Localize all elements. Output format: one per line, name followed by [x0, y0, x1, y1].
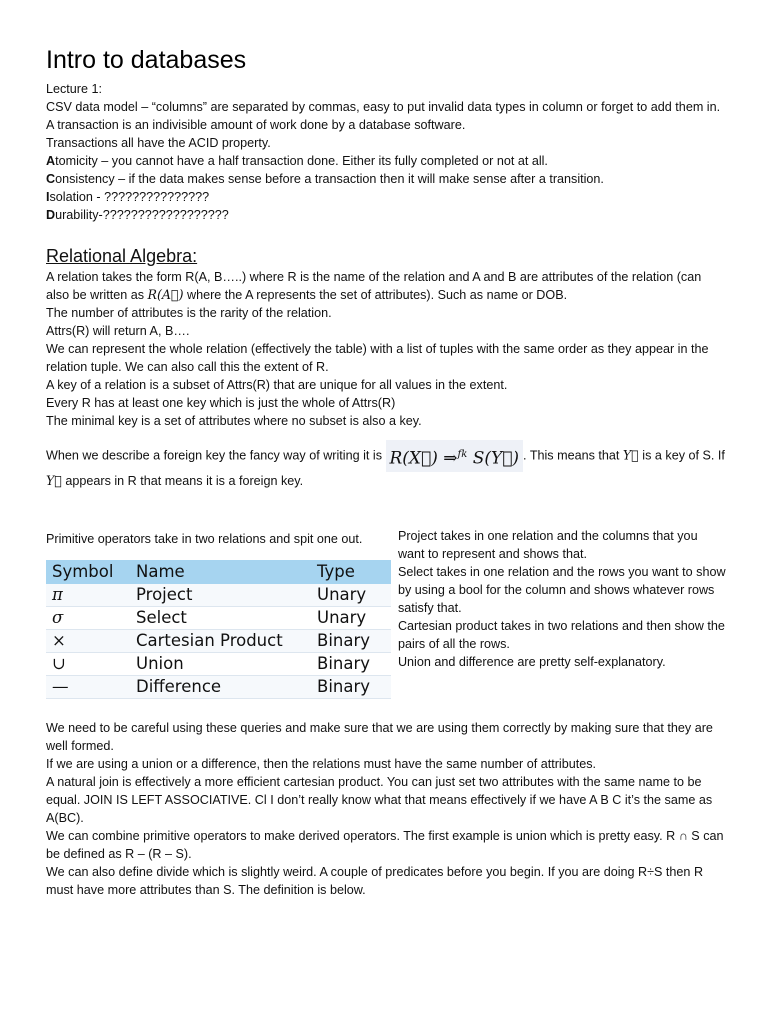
fk-text: is a key of S. If [642, 448, 725, 463]
operator-type: Unary [311, 584, 391, 607]
relation-text: where the A represents the set of attributes). Such as name or DOB. [186, 288, 568, 302]
operator-type: Binary [311, 630, 391, 653]
acid-text: solation - ??????????????? [49, 190, 210, 204]
operator-symbol: ∪ [46, 653, 130, 676]
fk-formula-right: S(Y⃗) [472, 448, 520, 469]
table-header-row [46, 560, 391, 584]
relational-line: The number of attributes is the rarity of the relation. [46, 306, 332, 320]
acid-text: tomicity – you cannot have a half transaction done. Either its fully completed or not at all. [55, 154, 548, 168]
fk-text: . This means that [523, 448, 620, 463]
fk-formula-left: R(X⃗) ⇒ [389, 448, 458, 469]
relational-line: Every R has at least one key which is just the whole of Attrs(R) [46, 396, 396, 410]
operator-name: Select [130, 607, 311, 630]
operator-note: Project takes in one relation and the columns that you want to represent and shows that. [397, 529, 698, 561]
page-title: Intro to databases [46, 46, 247, 74]
fk-text: appears in R that means it is a foreign key. [65, 474, 304, 488]
operator-note: Union and difference are pretty self-explanatory. [397, 655, 666, 669]
operator-name: Union [130, 653, 311, 676]
operator-type: Unary [311, 607, 391, 630]
relation-definition [46, 268, 726, 304]
table-row [46, 653, 391, 676]
relation-math: R(A⃗) [147, 287, 184, 302]
lecture-label: Lecture 1: [46, 82, 103, 96]
closing-paragraph: We can also define divide which is slightly weird. A couple of predicates before you begin. If you are doing R÷S then R must have more attributes than S. The definition is below. [46, 865, 704, 897]
acid-text: urability-?????????????????? [55, 208, 229, 222]
relational-line: We can represent the whole relation (effectively the table) with a list of tuples with the same order as they appear in the relation tuple. We can also call this the extent of R. [46, 342, 709, 374]
acid-text: onsistency – if the data makes sense before a transaction then it will make sense after a transition. [55, 172, 604, 186]
foreign-key-paragraph [46, 440, 726, 490]
table-row [46, 607, 391, 630]
fk-math-y: Y⃗ [622, 447, 639, 463]
operator-name: Project [130, 584, 311, 607]
relational-line: The minimal key is a set of attributes where no subset is also a key. [46, 414, 422, 428]
closing-paragraph: If we are using a union or a difference, then the relations must have the same number of attributes. [46, 757, 597, 771]
acid-letter: I [46, 190, 50, 204]
intro-paragraph: Transactions all have the ACID property. [46, 136, 271, 150]
column-header-symbol: Symbol [46, 560, 130, 584]
operators-table [46, 560, 391, 699]
intro-paragraph: A transaction is an indivisible amount of work done by a database software. [46, 118, 466, 132]
acid-isolation [46, 188, 726, 206]
relational-line: Attrs(R) will return A, B…. [46, 324, 190, 338]
acid-consistency [46, 170, 726, 188]
primitive-left-column [46, 530, 396, 699]
document-body [46, 44, 726, 899]
operator-notes [398, 527, 726, 699]
acid-letter: C [46, 172, 56, 186]
closing-paragraph: We can combine primitive operators to make derived operators. The first example is union which is pretty easy. R ∩ S can be defined as R – (R – S). [46, 829, 724, 861]
operator-name: Cartesian Product [130, 630, 311, 653]
table-row [46, 630, 391, 653]
primitive-operators-section [46, 530, 726, 699]
operator-symbol: × [46, 630, 130, 653]
relation-text: A relation takes the form R(A, B…..) where R is the name of the relation and A and B are attributes of the relation (can also be written as [46, 270, 702, 302]
primitive-intro: Primitive operators take in two relations and spit one out. [46, 532, 363, 546]
table-row [46, 676, 391, 699]
closing-paragraph: A natural join is effectively a more efficient cartesian product. You can just set two attributes with the same name to be equal. JOIN IS LEFT ASSOCIATIVE. Cl I don’t really know what that means effectively if we have A B C it’s the same as A(BC). [46, 775, 713, 825]
operator-note: Cartesian product takes in two relations and then show the pairs of all the rows. [397, 619, 725, 651]
acid-letter: D [46, 208, 56, 222]
operator-symbol: π [46, 584, 130, 607]
column-header-name: Name [130, 560, 311, 584]
section-heading-relational-algebra: Relational Algebra: [46, 246, 198, 266]
closing-section [46, 719, 726, 899]
foreign-key-formula [386, 440, 524, 472]
fk-formula-label: fk [457, 449, 468, 460]
acid-durability [46, 206, 726, 224]
spacer [46, 490, 726, 530]
operator-type: Binary [311, 653, 391, 676]
acid-letter: A [46, 154, 56, 168]
intro-paragraph: CSV data model – “columns” are separated by commas, easy to put invalid data types in column or forget to add them in. [46, 100, 721, 114]
operator-symbol: — [46, 676, 130, 699]
fk-text: When we describe a foreign key the fancy way of writing it is [46, 448, 382, 463]
fk-math-y: Y⃗ [46, 473, 62, 488]
relational-line: A key of a relation is a subset of Attrs(R) that are unique for all values in the extent. [46, 378, 508, 392]
operator-type: Binary [311, 676, 391, 699]
acid-atomicity [46, 152, 726, 170]
operator-symbol: σ [46, 607, 130, 630]
operator-name: Difference [130, 676, 311, 699]
column-header-type: Type [311, 560, 391, 584]
operator-note: Select takes in one relation and the rows you want to show by using a bool for the column and shows whatever rows satisfy that. [397, 565, 726, 615]
table-row [46, 584, 391, 607]
closing-paragraph: We need to be careful using these queries and make sure that we are using them correctly by making sure that they are well formed. [46, 721, 713, 753]
